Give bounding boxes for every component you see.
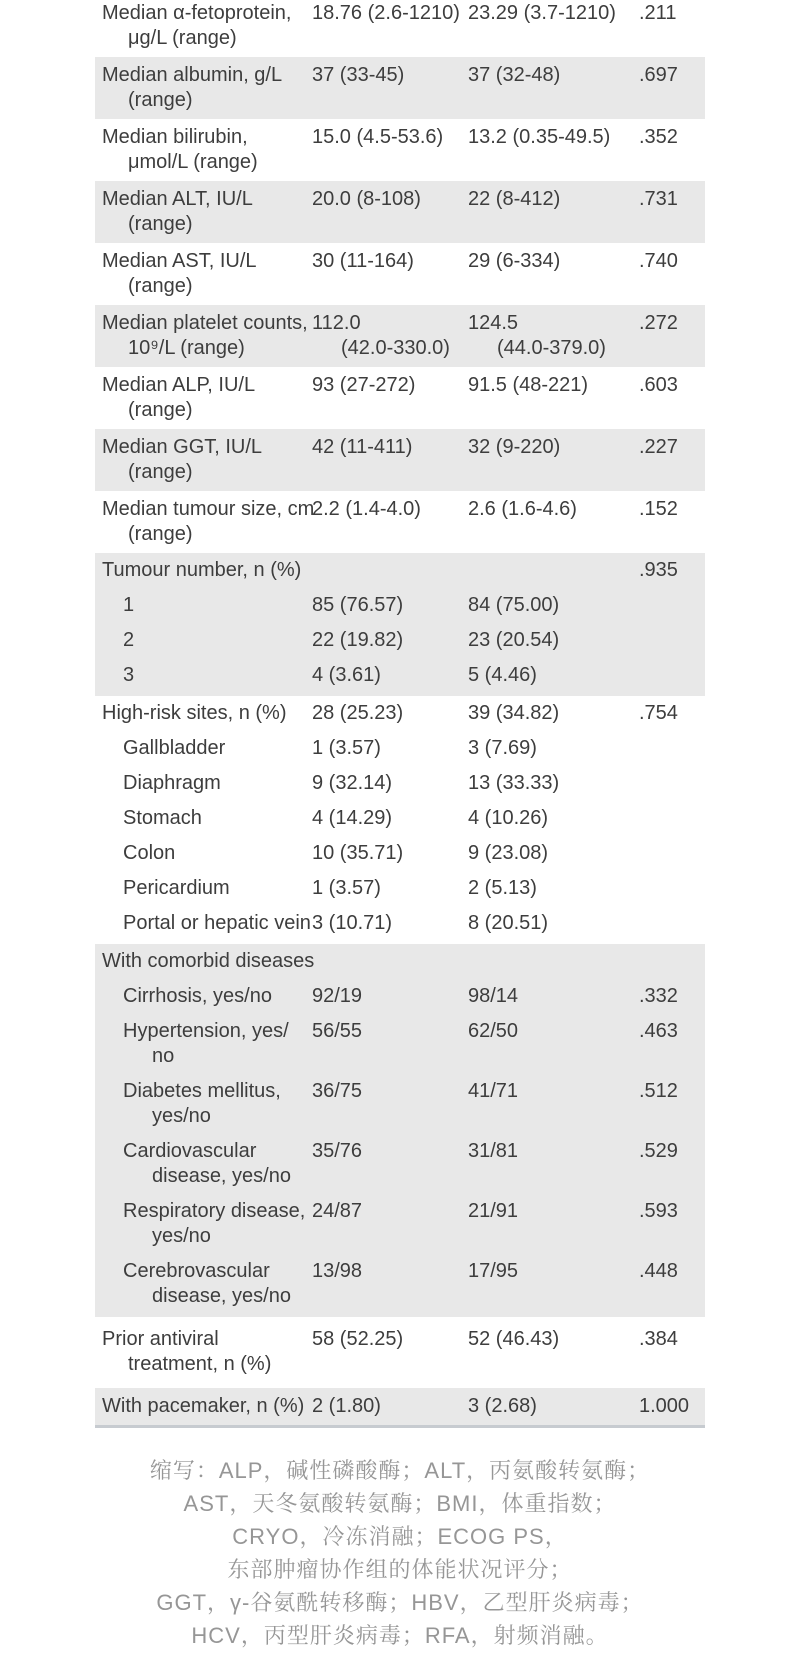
label-line: Stomach [123, 807, 202, 829]
p-value-cell [639, 497, 705, 522]
value-col2 [468, 771, 639, 796]
value-line: 124.5 [468, 312, 519, 334]
value-line: 21/91 [468, 1200, 519, 1222]
label-line: Gallbladder [123, 737, 226, 759]
sub-row-label [95, 806, 312, 831]
value-col2 [468, 1139, 639, 1164]
label-line: (range) [128, 461, 193, 483]
p-value: .697 [639, 64, 678, 86]
value-line [312, 949, 468, 974]
value-line: 84 (75.00) [468, 594, 560, 616]
value-line: 15.0 (4.5-53.6) [312, 126, 444, 148]
value-line: 3 (7.69) [468, 737, 537, 759]
value-line: 39 (34.82) [468, 702, 560, 724]
table-row-group [95, 553, 705, 696]
p-value-cell [639, 1139, 705, 1164]
value-line: 17/95 [468, 1260, 519, 1282]
sub-row-label [95, 1199, 312, 1249]
value-col1 [312, 841, 468, 866]
value-col2 [468, 497, 639, 522]
label-line: Portal or hepatic vein [123, 912, 311, 934]
p-value-cell [639, 373, 705, 398]
value-col1 [312, 876, 468, 901]
p-value-cell [639, 1394, 705, 1419]
value-col2 [468, 1019, 639, 1044]
value-line: 37 (33-45) [312, 64, 405, 86]
label-line: μg/L (range) [128, 27, 237, 49]
sub-row-label [95, 1019, 312, 1069]
p-value-cell [639, 1327, 705, 1352]
group-header-row [95, 701, 705, 726]
value-col1 [312, 1394, 468, 1419]
row-label [95, 373, 312, 423]
value-col1 [312, 984, 468, 1009]
value-line: 22 (8-412) [468, 188, 561, 210]
label-line: Diabetes mellitus, [123, 1080, 281, 1102]
p-value-cell [639, 663, 705, 688]
value-line: 24/87 [312, 1200, 363, 1222]
value-col1 [312, 1139, 468, 1164]
value-line: 13.2 (0.35-49.5) [468, 126, 611, 148]
p-value-cell [639, 876, 705, 901]
value-col1 [312, 949, 468, 974]
value-line: (42.0-330.0) [341, 337, 450, 359]
value-col1 [312, 1, 468, 26]
p-value: .593 [639, 1200, 678, 1222]
value-line: 9 (23.08) [468, 842, 549, 864]
value-line [312, 558, 468, 583]
value-col1 [312, 125, 468, 150]
value-col2 [468, 701, 639, 726]
value-col1 [312, 63, 468, 88]
value-col1 [312, 771, 468, 796]
p-value-cell [639, 187, 705, 212]
label-line: disease, yes/no [152, 1285, 291, 1307]
value-col2 [468, 628, 639, 653]
label-line: Cerebrovascular [123, 1260, 270, 1282]
label-line: Median ALP, IU/L [102, 374, 256, 396]
value-col2 [468, 373, 639, 398]
value-line: 2.2 (1.4-4.0) [312, 498, 421, 520]
p-value-cell [639, 1199, 705, 1224]
label-line: Colon [123, 842, 176, 864]
footnote-line: 东部肿瘤协作组的体能状况评分； [227, 1557, 573, 1582]
value-col2 [468, 876, 639, 901]
value-line: (44.0-379.0) [497, 337, 606, 359]
label-line: Pericardium [123, 877, 230, 899]
row-label [95, 125, 312, 175]
value-line: 93 (27-272) [312, 374, 416, 396]
row-label [95, 249, 312, 299]
value-line: 85 (76.57) [312, 594, 404, 616]
sub-row-label [95, 841, 312, 866]
table-row [95, 367, 705, 429]
p-value: .754 [639, 702, 678, 724]
value-line: 28 (25.23) [312, 702, 404, 724]
value-col1 [312, 701, 468, 726]
row-label [95, 497, 315, 547]
sub-row-label [95, 628, 312, 653]
sub-row-label [95, 984, 312, 1009]
sub-row-label [95, 736, 312, 761]
value-col1 [312, 628, 468, 653]
label-line: Median α-fetoprotein, [102, 2, 292, 24]
value-line: 1 (3.57) [312, 737, 381, 759]
value-line: 3 (2.68) [468, 1395, 537, 1417]
value-col1 [312, 249, 468, 274]
p-value-cell [639, 984, 705, 1009]
value-line: 8 (20.51) [468, 912, 549, 934]
sub-row [95, 876, 705, 901]
p-value-cell [639, 701, 705, 726]
group-header-label: High-risk sites, n (%) [102, 702, 287, 724]
table-row-group [95, 696, 705, 944]
group-header-label-cell [95, 558, 312, 583]
row-label [95, 1, 312, 51]
sub-row-label [95, 593, 312, 618]
table-row [95, 305, 705, 367]
p-value-cell [639, 1019, 705, 1044]
label-line: Prior antiviral [102, 1328, 219, 1350]
value-line [468, 558, 639, 583]
value-line: 62/50 [468, 1020, 519, 1042]
p-value-cell [639, 841, 705, 866]
group-header-label-cell [95, 701, 312, 726]
row-label [95, 435, 312, 485]
label-line: Median ALT, IU/L [102, 188, 253, 210]
label-line: μmol/L (range) [128, 151, 258, 173]
table-row [95, 0, 705, 57]
label-line: 2 [123, 629, 135, 651]
value-line: 52 (46.43) [468, 1328, 560, 1350]
value-line: 3 (10.71) [312, 912, 393, 934]
value-col2 [468, 984, 639, 1009]
p-value-cell [639, 1259, 705, 1284]
value-col2 [468, 187, 639, 212]
sub-row [95, 984, 705, 1009]
value-line: 56/55 [312, 1020, 363, 1042]
table-row-group [95, 944, 705, 1317]
table-row [95, 1388, 705, 1428]
p-value [639, 841, 705, 866]
p-value: .512 [639, 1080, 678, 1102]
value-col2 [468, 736, 639, 761]
footnote-line: 缩写：ALP，碱性磷酸酶；ALT，丙氨酸转氨酶； [149, 1458, 651, 1483]
value-line [468, 949, 639, 974]
value-line: 32 (9-220) [468, 436, 561, 458]
value-col1 [312, 1327, 468, 1352]
value-col2 [468, 663, 639, 688]
label-line: yes/no [152, 1225, 211, 1247]
value-col1 [312, 558, 468, 583]
value-col1 [312, 736, 468, 761]
value-col1 [312, 435, 468, 460]
value-col1 [312, 806, 468, 831]
group-header-label-cell [95, 949, 315, 974]
value-line: 23.29 (3.7-1210) [468, 2, 616, 24]
sub-row [95, 628, 705, 653]
label-line: With pacemaker, n (%) [102, 1395, 305, 1417]
value-col1 [312, 373, 468, 398]
value-col2 [468, 1, 639, 26]
table-row [95, 491, 705, 553]
p-value: .152 [639, 498, 678, 520]
p-value [639, 736, 705, 761]
value-col1 [312, 187, 468, 212]
label-line: no [152, 1045, 175, 1067]
value-col2 [468, 1394, 639, 1419]
label-line: 10⁹/L (range) [128, 337, 245, 359]
label-line: Median platelet counts, [102, 312, 308, 334]
value-line: 1 (3.57) [312, 877, 381, 899]
value-line: 2 (5.13) [468, 877, 537, 899]
table-row [95, 57, 705, 119]
group-header-row [95, 558, 705, 583]
value-line: 112.0 [312, 312, 361, 334]
group-header-row [95, 949, 705, 974]
p-value-cell [639, 628, 705, 653]
p-value [639, 593, 705, 618]
sub-row [95, 593, 705, 618]
value-line: 9 (32.14) [312, 772, 393, 794]
p-value: .740 [639, 250, 678, 272]
label-line: Median bilirubin, [102, 126, 248, 148]
p-value: .332 [639, 985, 678, 1007]
p-value-cell [639, 771, 705, 796]
sub-row [95, 806, 705, 831]
sub-row [95, 1199, 705, 1249]
p-value-cell [639, 1, 705, 26]
value-col2 [468, 125, 639, 150]
table-row [95, 119, 705, 181]
sub-row [95, 911, 705, 936]
p-value-cell [639, 63, 705, 88]
sub-row [95, 1019, 705, 1069]
value-line: 35/76 [312, 1140, 363, 1162]
value-col2 [468, 1327, 639, 1352]
value-col2 [468, 63, 639, 88]
row-label [95, 311, 312, 361]
p-value-cell [639, 435, 705, 460]
value-col2 [468, 1079, 639, 1104]
value-line: 31/81 [468, 1140, 519, 1162]
value-col2 [468, 311, 639, 361]
value-col2 [468, 841, 639, 866]
value-line: 23 (20.54) [468, 629, 560, 651]
sub-row-label [95, 876, 312, 901]
abbreviations-footnote [0, 1454, 800, 1652]
p-value-cell [639, 249, 705, 274]
sub-row-label [95, 1259, 312, 1309]
p-value [639, 628, 705, 653]
value-col1 [312, 1199, 468, 1224]
value-line: 29 (6-334) [468, 250, 561, 272]
sub-row-label [95, 771, 312, 796]
value-line: 92/19 [312, 985, 363, 1007]
value-col2 [468, 1259, 639, 1284]
value-col2 [468, 435, 639, 460]
p-value: .227 [639, 436, 678, 458]
p-value: .352 [639, 126, 678, 148]
label-line: Median tumour size, cm [102, 498, 315, 520]
p-value-cell [639, 593, 705, 618]
value-col1 [312, 911, 468, 936]
label-line: Median AST, IU/L [102, 250, 257, 272]
row-label [95, 1394, 312, 1419]
value-col2 [468, 806, 639, 831]
p-value-cell [639, 736, 705, 761]
p-value: .463 [639, 1020, 678, 1042]
value-col2 [468, 558, 639, 583]
label-line: Diaphragm [123, 772, 221, 794]
value-line: 18.76 (2.6-1210) [312, 2, 460, 24]
footnote-line: CRYO，冷冻消融；ECOG PS， [232, 1524, 568, 1549]
p-value: 1.000 [639, 1395, 690, 1417]
p-value [639, 949, 705, 974]
footnote-line: AST，天冬氨酸转氨酶；BMI，体重指数； [183, 1491, 617, 1516]
label-line: Cirrhosis, yes/no [123, 985, 272, 1007]
value-col1 [312, 663, 468, 688]
p-value-cell [639, 125, 705, 150]
row-label [95, 187, 312, 237]
value-line: 5 (4.46) [468, 664, 537, 686]
value-col1 [312, 593, 468, 618]
sub-row [95, 1139, 705, 1189]
value-line: 20.0 (8-108) [312, 188, 421, 210]
value-line: 4 (14.29) [312, 807, 393, 829]
p-value-cell [639, 558, 705, 583]
label-line: 1 [123, 594, 135, 616]
footnote-line: HCV，丙型肝炎病毒；RFA，射频消融。 [191, 1623, 609, 1648]
sub-row [95, 1079, 705, 1129]
p-value [639, 771, 705, 796]
p-value [639, 806, 705, 831]
value-col1 [312, 1019, 468, 1044]
value-line: 4 (3.61) [312, 664, 381, 686]
value-line: 41/71 [468, 1080, 519, 1102]
row-label [95, 63, 312, 113]
label-line: 3 [123, 664, 135, 686]
value-col1 [312, 497, 468, 522]
sub-row [95, 663, 705, 688]
row-label [95, 1327, 312, 1377]
p-value [639, 876, 705, 901]
label-line: Cardiovascular [123, 1140, 257, 1162]
value-line: 13/98 [312, 1260, 363, 1282]
p-value [639, 663, 705, 688]
value-col2 [468, 911, 639, 936]
label-line: (range) [128, 89, 193, 111]
label-line: (range) [128, 399, 193, 421]
label-line: Hypertension, yes/ [123, 1020, 289, 1042]
value-col1 [312, 311, 468, 361]
value-col2 [468, 249, 639, 274]
value-col2 [468, 593, 639, 618]
value-line: 4 (10.26) [468, 807, 549, 829]
p-value-cell [639, 806, 705, 831]
label-line: (range) [128, 523, 193, 545]
p-value: .935 [639, 559, 678, 581]
p-value: .272 [639, 312, 678, 334]
label-line: (range) [128, 213, 193, 235]
sub-row [95, 1259, 705, 1309]
table-row [95, 429, 705, 491]
baseline-characteristics-table [95, 0, 705, 1428]
label-line: (range) [128, 275, 193, 297]
table-row [95, 1317, 705, 1388]
value-line: 2 (1.80) [312, 1395, 381, 1417]
label-line: Respiratory disease, [123, 1200, 306, 1222]
value-line: 37 (32-48) [468, 64, 561, 86]
p-value-cell [639, 1079, 705, 1104]
label-line: yes/no [152, 1105, 211, 1127]
value-line: 30 (11-164) [312, 250, 414, 272]
sub-row [95, 771, 705, 796]
label-line: Median GGT, IU/L [102, 436, 263, 458]
label-line: disease, yes/no [152, 1165, 291, 1187]
p-value-cell [639, 911, 705, 936]
value-line: 2.6 (1.6-4.6) [468, 498, 577, 520]
value-line: 42 (11-411) [312, 436, 413, 458]
label-line: Median albumin, g/L [102, 64, 283, 86]
table-row [95, 181, 705, 243]
group-header-label: Tumour number, n (%) [102, 559, 302, 581]
value-line: 10 (35.71) [312, 842, 404, 864]
group-header-label: With comorbid diseases [102, 950, 315, 972]
sub-row-label [95, 1079, 312, 1129]
value-col2 [468, 949, 639, 974]
value-line: 22 (19.82) [312, 629, 404, 651]
value-col2 [468, 1199, 639, 1224]
value-col1 [312, 1079, 468, 1104]
sub-row-label [95, 1139, 312, 1189]
p-value: .211 [639, 2, 677, 24]
value-col1 [312, 1259, 468, 1284]
sub-row [95, 841, 705, 866]
p-value-cell [639, 949, 705, 974]
p-value: .448 [639, 1260, 678, 1282]
table-row [95, 243, 705, 305]
footnote-line: GGT，γ-谷氨酰转移酶；HBV，乙型肝炎病毒； [156, 1590, 644, 1615]
p-value: .731 [639, 188, 678, 210]
sub-row-label [95, 663, 312, 688]
sub-row [95, 736, 705, 761]
label-line: treatment, n (%) [128, 1353, 272, 1375]
p-value: .603 [639, 374, 678, 396]
p-value [639, 911, 705, 936]
p-value-cell [639, 311, 705, 336]
p-value: .529 [639, 1140, 678, 1162]
value-line: 91.5 (48-221) [468, 374, 589, 396]
value-line: 58 (52.25) [312, 1328, 404, 1350]
value-line: 13 (33.33) [468, 772, 560, 794]
p-value: .384 [639, 1328, 678, 1350]
value-line: 36/75 [312, 1080, 363, 1102]
value-line: 98/14 [468, 985, 519, 1007]
sub-row-label [95, 911, 312, 936]
